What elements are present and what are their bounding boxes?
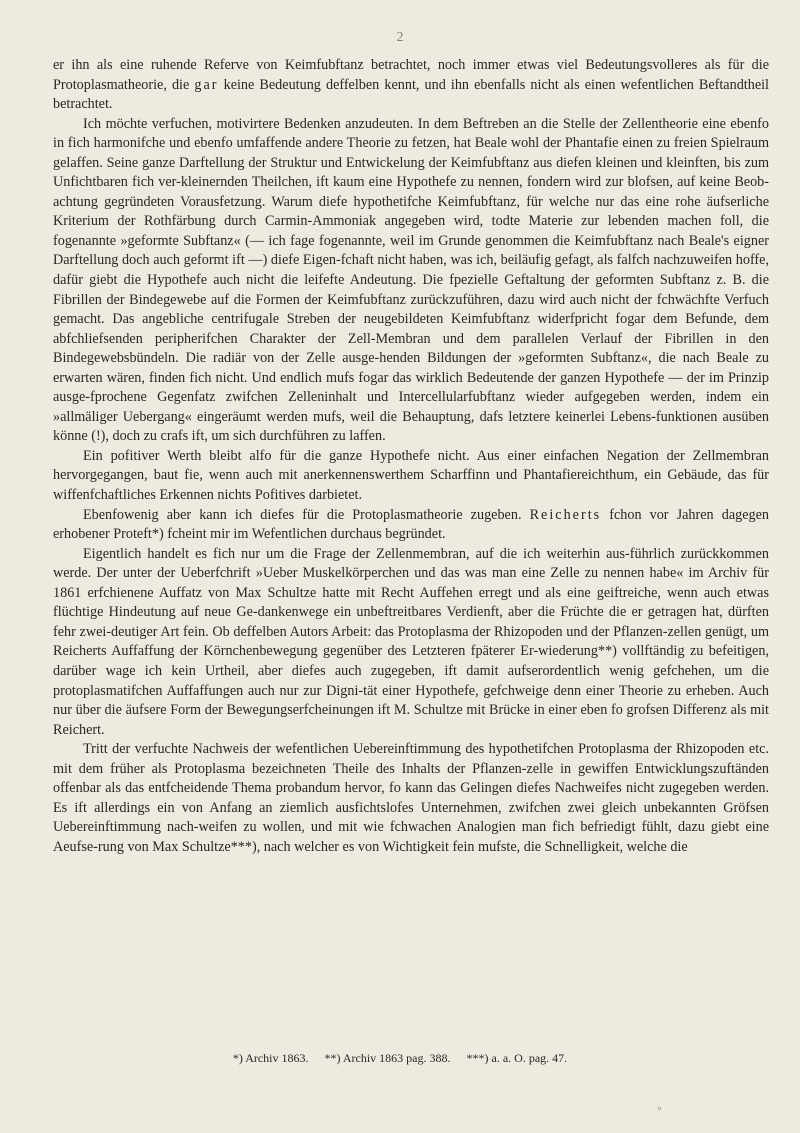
footnote: *) Archiv 1863. xyxy=(232,1051,309,1065)
paragraph-text: Eigentlich handelt es fich nur um die Frage der Zellenmembran, auf die ich weiterhin aus-führlich zurückkommen werde. Der unter der Ueberfchrift »Ueber Muskelkörperchen und das was man eine Zelle zu nennen habe« im Archiv für 1861 erfchienene Auffatz von Max Schultze hatte mit Recht Auffehen erregt und als eine geiftreiche, wenn auch etwas flüchtige Hindeutung auf neue Ge-dankenwege ein unbeftreitbares Verdienft, aber die Früchte die er getragen hat, dürften fehr zwei-deutiger Art fein. Ob deffelben Autors Arbeit: das Protoplasma der Rhizopoden und der Pflanzen-zellen genügt, um Reicherts Auffaffung der Körnchenbewegung gegenüber des Letzteren fpäterer Er-wiederung**) vollftändig zu befeitigen, darüber wage ich kein Urtheil, aber diefes auch zugegeben, ift damit aufserordentlich wenig gefchehen, um die protoplasmatifchen Auffaffungen auch nur zur Digni-tät einer Hypothefe, gefchweige denn einer Theorie zu erheben. Auch nur über die äufsere Form der Bewegungserfcheinungen ift M. Schultze mit Brücke in einer eben fo grofsen Differenz als mit Reichert. xyxy=(53,545,769,738)
footnote: ***) a. a. O. pag. 47. xyxy=(466,1051,568,1065)
spaced-text: gar xyxy=(194,76,219,93)
paragraph-text: keine Bedeutung deffelben kennt, und ihn ebenfalls nicht als einen wefentlichen Beftandtheil betrachtet. xyxy=(53,76,770,113)
paragraph-text: Ein pofitiver Werth bleibt alfo für die ganze Hypothefe nicht. Aus einer einfachen Negation der Zellmembran hervorgegangen, baut fie, wenn auch mit anerkennenswerthem Scharffinn und Phantafiereichthum, ein Gebäude, das für wiffenfchaftliches Erkennen nichts Pofitives darbietet. xyxy=(53,447,769,504)
spaced-text: Reicherts xyxy=(529,506,602,523)
paragraph-text: Ich möchte verfuchen, motivirtere Bedenken anzudeuten. In dem Beftreben an die Stelle der Zellentheorie eine ebenfo in fich harmonifche und ebenfo umfaffende andere Theorie zu fetzen, hat Beale wohl der Phantafie einen zu freien Spielraum gelaffen. Seine ganze Darftellung der Struktur und Entwickelung der Keimfubftanz aus diefen kleinen und kleinften, bis zum Unfichtbaren fich ver-kleinernden Theilchen, ift kaum eine Hypothefe zu nennen, fondern wird zur blofsen, auf keine Beob-achtung gegründeten Vorausfetzung. Warum diefe hypothetifche Keimfubftanz, für welche nur das eine rohe äufserliche Kriterium der Rothfärbung durch Carmin-Ammoniak angegeben wird, todte Materie zur lebenden machen foll, die fogenannte »geformte Subftanz« (— ich fage fogenannte, weil im Grunde genommen die Keimfubftanz nach Beale's eigner Darftellung doch auch geformt ift —) diefe Eigen-fchaft nicht haben, was ich, beiläufig gefagt, als falfch nachzuweifen hoffe, dafür giebt die Hypothefe auch nicht die leifefte Andeutung. Die fpezielle Geftaltung der geformten Subftanz z. B. die Fibrillen der Bindegewebe auf die Formen der Keimfubftanz zurückzuführen, dazu wird auch nicht der fchwächfte Verfuch gemacht. Das angebliche centrifugale Streben der neugebildeten Keimfubftanz widerfpricht fogar dem Befunde, dem abfchliefsenden peripherifchen Charakter der Zell-Membran und dem parallelen Verlauf der Fibrillen in den Bindegewebsbündeln. Die radiär von der Zelle ausge-henden Bildungen der »geformten Subftanz«, die nach Beale zu erwarten wären, finden fich nicht. Und endlich mufs fogar das wirklich Bedeutende der ganzen Hypothefe — der im Prinzip ausge-fprochene Gegenfatz zwifchen Zelleninhalt und Intercellularfubftanz wieder aufgegeben werden, indem ein »allmäliger Uebergang« eingeräumt werden mufs, weil die Behauptung, dafs letztere keinerlei Lebens-funktionen ausüben könne (!), doch zu crafs ift, um sich durchführen zu laffen. xyxy=(53,115,769,445)
page-number: 2 xyxy=(396,30,404,45)
paragraph-text: Tritt der verfuchte Nachweis der wefentlichen Uebereinftimmung des hypothetifchen Protoplasma der Rhizopoden etc. mit dem früher als Protoplasma bezeichneten Theile des Inhalts der Pflanzen-zelle in gewiffen Entwicklungszuftänden offenbar als das entfcheidende Thema probandum hervor, fo kann das Gelingen diefes Nachweifes nicht zugegeben werden. Es ift allerdings ein von Anfang an ziemlich ausfichtslofes Unternehmen, zwifchen zwei gleich unbekannten Gröfsen Uebereinftimmung nach-weifen zu wollen, und mit wie fchwachen Analogien man fich befriedigt fühlt, dazu giebt eine Aeufse-rung von Max Schultze***), nach welcher es von Wichtigkeit fein mufste, die Schnelligkeit, welche die xyxy=(53,741,769,855)
paragraph-text: fchon vor Jahren dagegen erhobener Proteft*) fcheint mir im Wefentlichen durchaus begründet. xyxy=(53,506,769,543)
paragraph xyxy=(53,740,769,857)
body-text xyxy=(53,56,769,857)
footnote: **) Archiv 1863 pag. 388. xyxy=(324,1051,451,1065)
paragraph-text: Ebenfowenig aber kann ich diefes für die Protoplasmatheorie zugeben. xyxy=(83,506,530,523)
footnotes xyxy=(0,1051,800,1066)
paragraph xyxy=(53,447,769,506)
paragraph-text: er ihn als eine ruhende Referve von Keimfubftanz betrachtet, noch immer etwas viel Bedeutungsvolleres als für die Protoplasmatheorie, die xyxy=(53,57,769,93)
margin-mark: » xyxy=(657,1103,662,1114)
paragraph xyxy=(53,56,769,115)
paragraph xyxy=(53,115,769,447)
paragraph xyxy=(53,545,769,740)
paragraph xyxy=(53,506,769,545)
